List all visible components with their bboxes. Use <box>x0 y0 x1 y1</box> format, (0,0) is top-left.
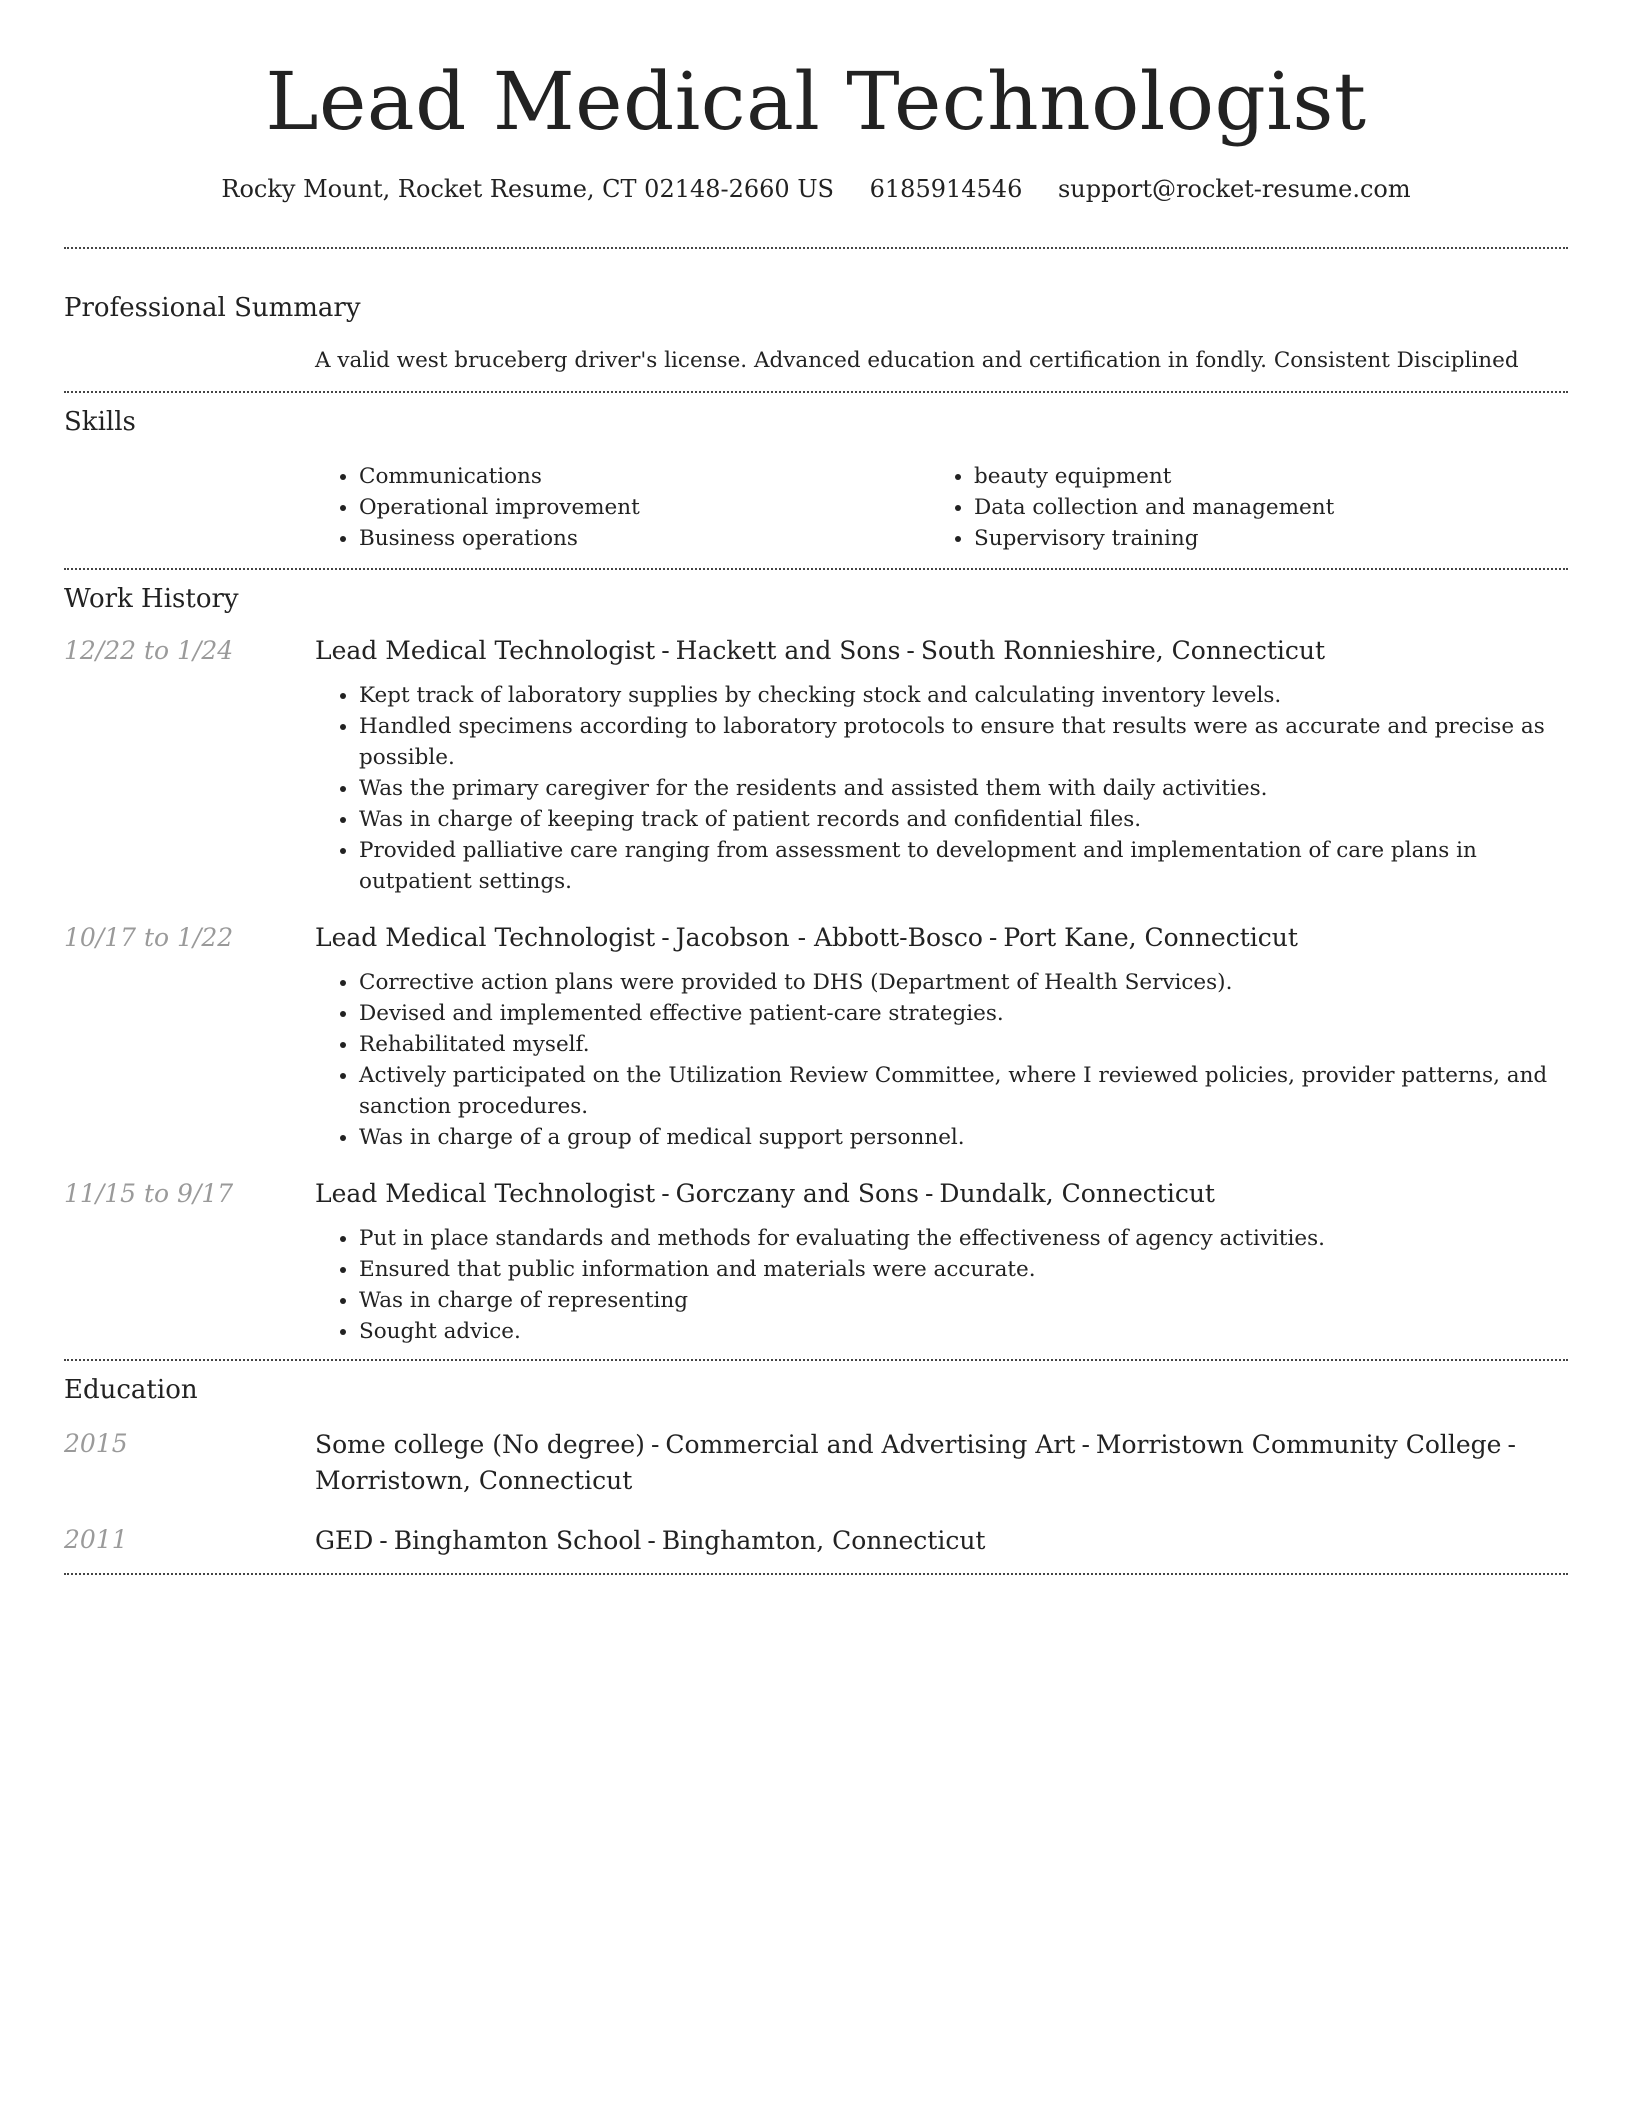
education-year: 2015 <box>64 1429 128 1458</box>
separator: - <box>1507 1430 1516 1459</box>
job-company: Jacobson - Abbott-Bosco <box>675 923 983 952</box>
education-entry <box>64 1427 1568 1499</box>
contact-email: support@rocket-resume.com <box>1057 175 1411 203</box>
job-entry <box>64 634 1568 897</box>
job-bullet: • Was the primary caregiver for the residents and assisted them with daily activities. <box>359 773 1568 804</box>
separator: - <box>650 1430 660 1459</box>
job-bullets <box>315 1223 1568 1347</box>
job-entry <box>64 1177 1568 1347</box>
education-year: 2011 <box>64 1525 128 1554</box>
education-divider <box>64 1573 1568 1575</box>
job-position: Lead Medical Technologist <box>315 923 656 952</box>
job-bullets <box>315 967 1568 1153</box>
job-location: South Ronnieshire, Connecticut <box>920 636 1326 665</box>
job-bullet: • Was in charge of keeping track of patient records and confidential files. <box>359 804 1568 835</box>
job-bullet: • Ensured that public information and materials were accurate. <box>359 1254 1568 1285</box>
skill-item: • Communications <box>359 461 930 492</box>
job-bullets <box>315 680 1568 897</box>
contact-address: Rocky Mount, Rocket Resume, CT 02148-2660 US <box>221 175 834 203</box>
job-entry <box>64 921 1568 1153</box>
education-degree: GED <box>315 1526 374 1555</box>
contact-line <box>64 172 1568 206</box>
job-dates: 12/22 to 1/24 <box>64 636 234 665</box>
section-title-skills: Skills <box>64 407 136 437</box>
job-bullet: • Was in charge of representing <box>359 1285 1568 1316</box>
professional-summary-section <box>64 249 1568 391</box>
contact-phone: 6185914546 <box>869 175 1023 203</box>
job-details <box>315 634 1568 897</box>
section-title-education: Education <box>64 1375 198 1405</box>
job-details <box>315 1177 1568 1347</box>
skill-item: • Business operations <box>359 523 930 554</box>
skills-list-left <box>315 461 930 554</box>
job-dates: 11/15 to 9/17 <box>64 1179 234 1208</box>
education-heading <box>315 1523 1568 1559</box>
separator: - <box>988 923 998 952</box>
summary-text: A valid west bruceberg driver's license. Advanced education and certification in fondly. Consistent Disciplined <box>315 348 1519 373</box>
job-bullet: • Sought advice. <box>359 1316 1568 1347</box>
skills-column-right <box>930 461 1545 554</box>
skill-item: • Operational improvement <box>359 492 930 523</box>
separator: - <box>661 636 670 665</box>
job-heading <box>315 634 1568 668</box>
job-bullet: • Handled specimens according to laboratory protocols to ensure that results were as accurate and precise as possible. <box>359 711 1568 773</box>
job-bullet: • Devised and implemented effective patient-care strategies. <box>359 998 1568 1029</box>
separator: - <box>924 1179 934 1208</box>
skills-section <box>64 393 1568 568</box>
skill-item: • Data collection and management <box>974 492 1545 523</box>
skills-grid <box>315 461 1568 554</box>
education-location: Binghamton, Connecticut <box>661 1526 986 1555</box>
section-title-professional-summary: Professional Summary <box>64 293 361 323</box>
work-history-section <box>64 570 1568 1359</box>
resume-header <box>64 0 1568 206</box>
job-location: Dundalk, Connecticut <box>939 1179 1215 1208</box>
job-location: Port Kane, Connecticut <box>1003 923 1298 952</box>
separator: - <box>661 923 670 952</box>
education-entry <box>64 1523 1568 1559</box>
education-location: Morristown, Connecticut <box>315 1466 633 1495</box>
separator: - <box>906 636 915 665</box>
skills-list-right <box>930 461 1545 554</box>
section-title-work-history: Work History <box>64 584 239 614</box>
separator: - <box>379 1526 388 1555</box>
skills-column-left <box>315 461 930 554</box>
job-bullet: • Actively participated on the Utilization Review Committee, where I reviewed policies, provider patterns, and sanction procedures. <box>359 1060 1568 1122</box>
job-company: Hackett and Sons <box>675 636 901 665</box>
job-position: Lead Medical Technologist <box>315 1179 656 1208</box>
separator: - <box>661 1179 670 1208</box>
job-bullet: • Kept track of laboratory supplies by checking stock and calculating inventory levels. <box>359 680 1568 711</box>
separator: - <box>647 1526 656 1555</box>
job-bullet: • Provided palliative care ranging from assessment to development and implementation of care plans in outpatient settings. <box>359 835 1568 897</box>
education-heading <box>315 1427 1568 1499</box>
education-school: Binghamton School <box>393 1526 642 1555</box>
job-bullet: • Rehabilitated myself. <box>359 1029 1568 1060</box>
job-company: Gorczany and Sons <box>675 1179 919 1208</box>
education-degree: Some college (No degree) <box>315 1430 645 1459</box>
job-heading <box>315 1177 1568 1211</box>
candidate-name: Lead Medical Technologist <box>265 55 1367 148</box>
job-details <box>315 921 1568 1153</box>
education-field: Commercial and Advertising Art <box>665 1430 1076 1459</box>
job-heading <box>315 921 1568 955</box>
job-position: Lead Medical Technologist <box>315 636 656 665</box>
education-school: Morristown Community College <box>1095 1430 1502 1459</box>
job-bullet: • Was in charge of a group of medical support personnel. <box>359 1122 1568 1153</box>
job-dates: 10/17 to 1/22 <box>64 923 234 952</box>
skill-item: • Supervisory training <box>974 523 1545 554</box>
education-section <box>64 1361 1568 1573</box>
job-bullet: • Put in place standards and methods for evaluating the effectiveness of agency activities. <box>359 1223 1568 1254</box>
job-bullet: • Corrective action plans were provided to DHS (Department of Health Services). <box>359 967 1568 998</box>
separator: - <box>1081 1430 1090 1459</box>
skill-item: • beauty equipment <box>974 461 1545 492</box>
